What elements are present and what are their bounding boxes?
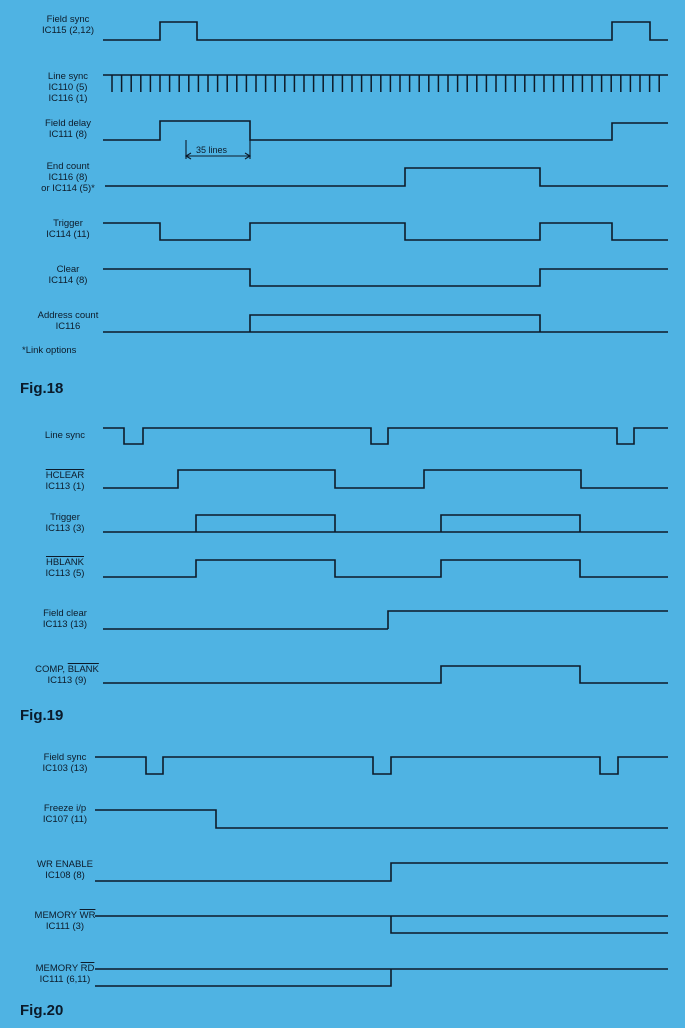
label-hblank-19: HBLANK IC113 (5) (45, 557, 85, 579)
label-field-clear-19: Field clear IC113 (13) (42, 608, 88, 630)
waveform-trigger-19 (103, 515, 668, 532)
waveform-freeze-20 (95, 810, 668, 828)
label-clear-18: Clear IC114 (8) (48, 264, 88, 286)
label-trigger-18: Trigger IC114 (11) (46, 218, 90, 240)
label-memory-wr-20: MEMORY $\overline{WR}$ IC111 (3) (34, 910, 96, 932)
annotation-35-lines: 35 lines (196, 145, 228, 155)
waveform-line-sync-18 (103, 75, 668, 92)
caption-fig20: Fig.20 (20, 1002, 64, 1019)
waveform-field-sync-20 (95, 757, 668, 774)
waveform-end-count-18 (105, 168, 668, 186)
label-line-sync-19: Line sync (44, 430, 86, 441)
label-trigger-19: Trigger IC113 (3) (45, 512, 85, 534)
label-end-count-18: End count IC116 (8) or IC114 (5)* (41, 161, 95, 194)
label-freeze-20: Freeze i/p IC107 (11) (42, 803, 88, 825)
waveform-field-sync-18 (103, 22, 668, 40)
label-address-count-18: Address count IC116 (37, 310, 99, 332)
label-hclear-19: HCLEAR IC113 (1) (45, 470, 85, 492)
waveform-address-count-18 (103, 315, 668, 332)
footnote-link-options: *Link options (22, 345, 77, 356)
waveform-field-delay-18 (103, 121, 668, 140)
waveform-hclear-19 (103, 470, 668, 488)
caption-fig19: Fig.19 (20, 707, 64, 724)
waveform-trigger-18 (103, 223, 668, 240)
waveform-hblank-19 (103, 560, 668, 577)
caption-fig18: Fig.18 (20, 380, 64, 397)
waveform-clear-18 (103, 269, 668, 286)
label-wr-enable-20: WR ENABLE IC108 (8) (37, 859, 93, 881)
label-comp-blank-19: COMP, BLANK IC113 (9) (35, 664, 99, 686)
waveform-line-sync-19 (103, 428, 668, 444)
annotation-bracket-35-lines (186, 140, 250, 159)
label-field-delay-18: Field delay IC111 (8) (45, 118, 91, 140)
label-field-sync-18: Field sync IC115 (2,12) (41, 14, 95, 36)
label-memory-rd-20: MEMORY $\overline{RD}$ IC111 (6,11) (35, 963, 95, 985)
waveform-field-clear-19 (103, 611, 668, 629)
label-line-sync-18: Line sync IC110 (5) IC116 (1) (47, 71, 89, 104)
waveform-memory-wr-20 (95, 916, 668, 933)
waveform-comp-blank-19 (103, 666, 668, 683)
label-field-sync-20: Field sync IC103 (13) (42, 752, 88, 774)
waveform-wr-enable-20 (95, 863, 668, 881)
waveform-memory-rd-20 (95, 969, 668, 986)
